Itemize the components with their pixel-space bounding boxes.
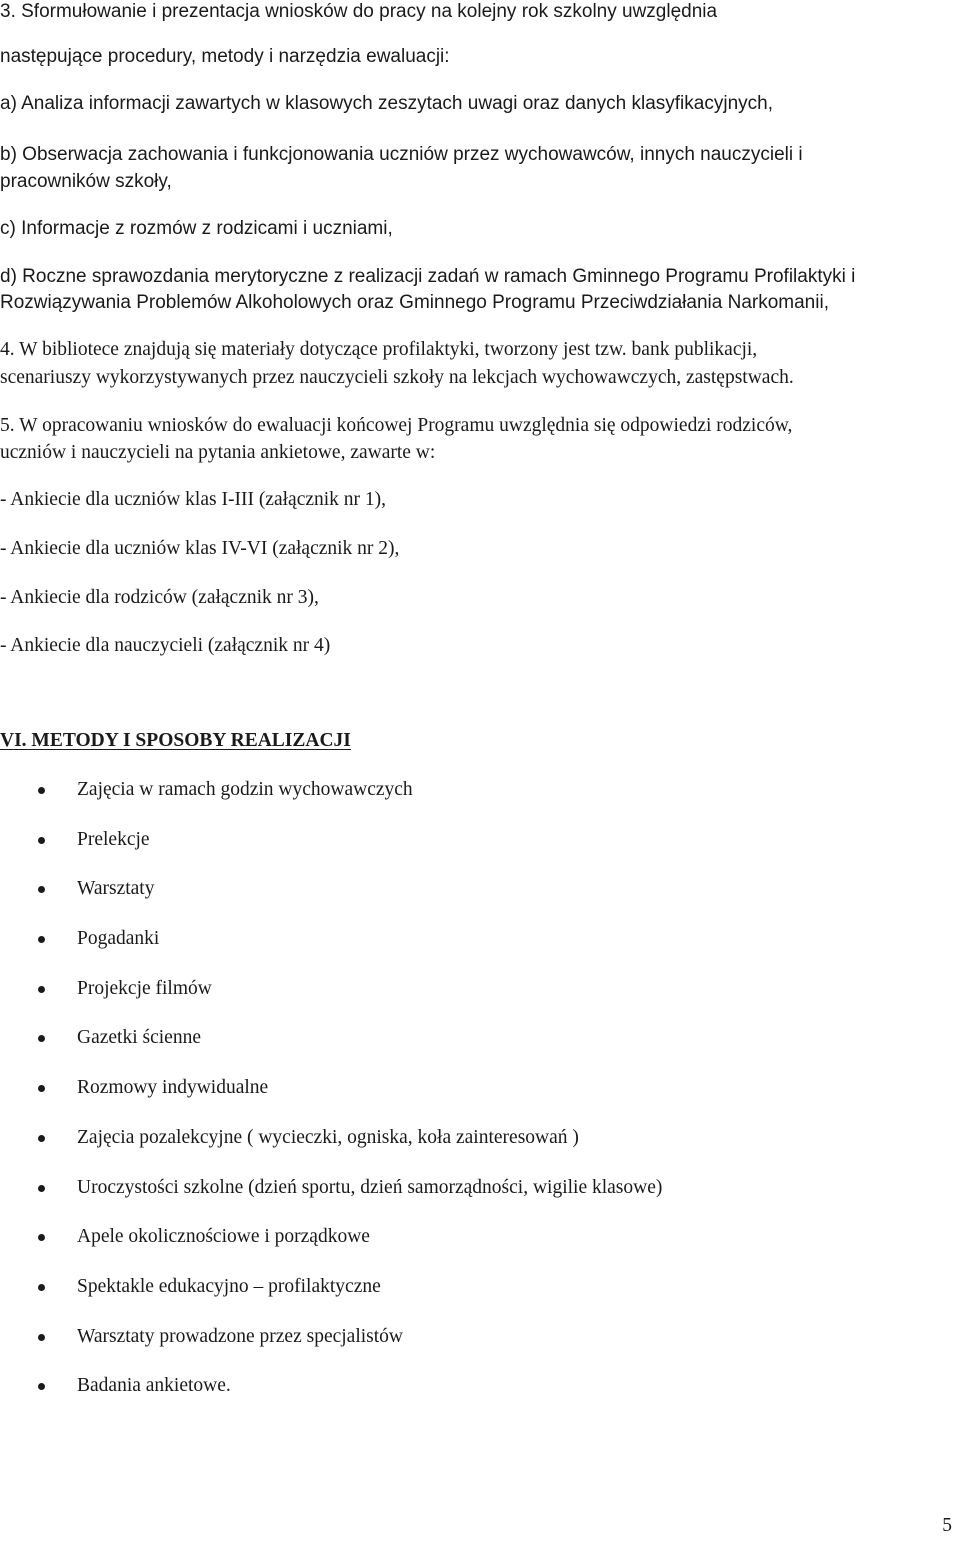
list-item-label: Warsztaty <box>77 878 155 900</box>
page-number: 5 <box>942 1515 952 1536</box>
bullet-icon <box>38 1284 45 1291</box>
list-item-label: Gazetki ścienne <box>77 1027 201 1049</box>
survey-item-4: - Ankiecie dla nauczycieli (załącznik nr 4) <box>0 635 331 656</box>
list-item-label: Prelekcje <box>77 828 150 850</box>
item-c: c) Informacje z rozmów z rodzicami i uczniami, <box>0 218 393 239</box>
section-4-line-2: scenariuszy wykorzystywanych przez nauczycieli szkoły na lekcjach wychowawczych, zastępstwach. <box>0 367 794 388</box>
item-d-line-2: Rozwiązywania Problemów Alkoholowych oraz Gminnego Programu Przeciwdziałania Narkomanii, <box>0 292 829 313</box>
section-3-line-1: 3. Sformułowanie i prezentacja wniosków do pracy na kolejny rok szkolny uwzględnia <box>0 1 718 22</box>
list-item-label: Badania ankietowe. <box>77 1375 231 1397</box>
item-a: a) Analiza informacji zawartych w klasowych zeszytach uwagi oraz danych klasyfikacyjnych, <box>0 93 773 114</box>
bullet-icon <box>38 936 45 943</box>
bullet-icon <box>38 1383 45 1390</box>
bullet-icon <box>38 1085 45 1092</box>
item-b-line-1: b) Obserwacja zachowania i funkcjonowania uczniów przez wychowawców, innych nauczycieli i <box>0 144 803 165</box>
survey-item-1: - Ankiecie dla uczniów klas I-III (załącznik nr 1), <box>0 489 387 510</box>
bullet-icon <box>38 1135 45 1142</box>
bullet-icon <box>38 1185 45 1192</box>
bullet-icon <box>38 886 45 893</box>
list-item-label: Projekcje filmów <box>77 977 212 999</box>
item-d-line-1: d) Roczne sprawozdania merytoryczne z realizacji zadań w ramach Gminnego Programu Profilaktyki i <box>0 266 856 287</box>
bullet-icon <box>38 837 45 844</box>
bullet-icon <box>38 1334 45 1341</box>
survey-item-3: - Ankiecie dla rodziców (załącznik nr 3), <box>0 587 319 608</box>
list-item-label: Rozmowy indywidualne <box>77 1077 269 1099</box>
list-item-label: Spektakle edukacyjno – profilaktyczne <box>77 1275 381 1297</box>
section-5-line-1: 5. W opracowaniu wniosków do ewaluacji końcowej Programu uwzględnia się odpowiedzi rodziców, <box>0 415 793 436</box>
list-item-label: Uroczystości szkolne (dzień sportu, dzień samorządności, wigilie klasowe) <box>77 1176 663 1198</box>
list-item-label: Pogadanki <box>77 928 160 950</box>
list-item-label: Apele okolicznościowe i porządkowe <box>77 1226 370 1248</box>
bullet-icon <box>38 986 45 993</box>
survey-item-2: - Ankiecie dla uczniów klas IV-VI (załącznik nr 2), <box>0 538 400 559</box>
section-heading: VI. METODY I SPOSOBY REALIZACJI <box>0 730 351 751</box>
item-b-line-2: pracowników szkoły, <box>0 171 172 192</box>
bullet-icon <box>38 1035 45 1042</box>
list-item-label: Zajęcia pozalekcyjne ( wycieczki, ogniska, koła zainteresowań ) <box>77 1126 579 1148</box>
section-4-line-1: 4. W bibliotece znajdują się materiały dotyczące profilaktyki, tworzony jest tzw. bank publikacji, <box>0 339 758 360</box>
list-item-label: Zajęcia w ramach godzin wychowawczych <box>77 779 413 800</box>
list-item-label: Warsztaty prowadzone przez specjalistów <box>77 1325 403 1347</box>
section-5-line-2: uczniów i nauczycieli na pytania ankietowe, zawarte w: <box>0 442 436 463</box>
section-3-line-2: następujące procedury, metody i narzędzia ewaluacji: <box>0 46 450 67</box>
bullet-icon <box>38 787 45 794</box>
bullet-icon <box>38 1234 45 1241</box>
